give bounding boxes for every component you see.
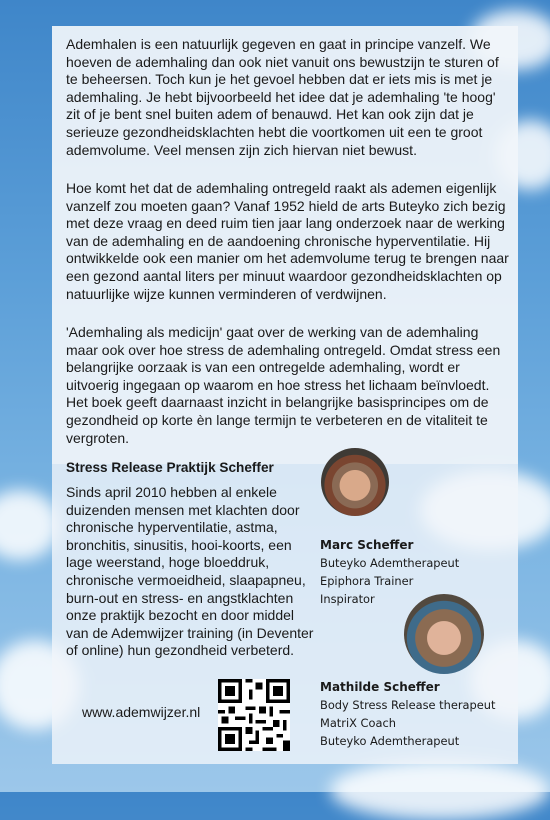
- practice-text: Sinds april 2010 hebben al enkele duizenden mensen met klachten door chronische hyperventilatie, astma, bronchitis, sinusitis, hooi-koorts, een lage weerstand, hoge bloeddruk, chronische vermoeidheid, slaapapneu, burn-out en stress- en angstklachten onze praktijk bezocht en door middel van de Ademwijzer training (in Deventer of online) hun gezondheid verbeterd.: [66, 484, 314, 659]
- person-role: Inspirator: [320, 592, 375, 606]
- person-mathilde: [320, 678, 495, 750]
- person-role: Buteyko Ademtherapeut: [320, 734, 460, 748]
- cloud-decoration: [330, 760, 550, 820]
- paragraph-buteyko: Hoe komt het dat de ademhaling ontregeld raakt als ademen eigenlijk vanzelf zou moeten gaan? Vanaf 1952 hield de arts Buteyko zich bezig met deze vraag en deed ruim tien jaar lang onderzoek naar de werking van de ademhaling en de aandoening chronische hyperventilatie. Hij ontwikkelde ook een manier om het ademvolume terug te brengen naar een gezond aantal liters per minuut waardoor gezondheidsklachten op natuurlijke wijze kunnen verminderen of verdwijnen.: [66, 180, 509, 302]
- practice-title: Stress Release Praktijk Scheffer: [66, 460, 274, 475]
- paragraph-book: 'Ademhaling als medicijn' gaat over de werking van de ademhaling maar ook over hoe stress de ademhaling ontregeld. Omdat stress een belangrijke oorzaak is van een ontregelde ademhaling, wordt er uitvoerig ingegaan op waarom en hoe stress het lichaam beïnvloedt. Het boek geeft daarnaast inzicht in belangrijke basisprincipes om de gezondheid op korte èn lange termijn te verbeteren en de vitaliteit te vergroten.: [66, 324, 501, 446]
- marc-photo: [321, 448, 389, 516]
- person-name: Mathilde Scheffer: [320, 680, 440, 694]
- person-name: Marc Scheffer: [320, 538, 414, 552]
- paragraph-intro: Ademhalen is een natuurlijk gegeven en gaat in principe vanzelf. We hoeven de ademhaling dan ook niet vanuit ons bewustzijn te sturen of te beheersen. Toch kun je het gevoel hebben dat er iets mis is met je ademhaling. Je hebt bijvoorbeeld het idee dat je ademhaling 'te hoog' zit of je bent snel buiten adem of benauwd. Het kan ook zijn dat je serieuze gezondheidsklachten hebt die voortkomen uit een te groot ademvolume. Veel mensen zijn zich hiervan niet bewust.: [66, 36, 499, 158]
- person-role: MatriX Coach: [320, 716, 396, 730]
- person-role: Epiphora Trainer: [320, 574, 414, 588]
- cloud-decoration: [0, 490, 60, 560]
- person-role: Body Stress Release therapeut: [320, 698, 496, 712]
- qr-code-icon: [218, 679, 290, 751]
- person-role: Buteyko Ademtherapeut: [320, 556, 460, 570]
- website-url: www.ademwijzer.nl: [82, 704, 201, 720]
- person-marc: [320, 536, 459, 608]
